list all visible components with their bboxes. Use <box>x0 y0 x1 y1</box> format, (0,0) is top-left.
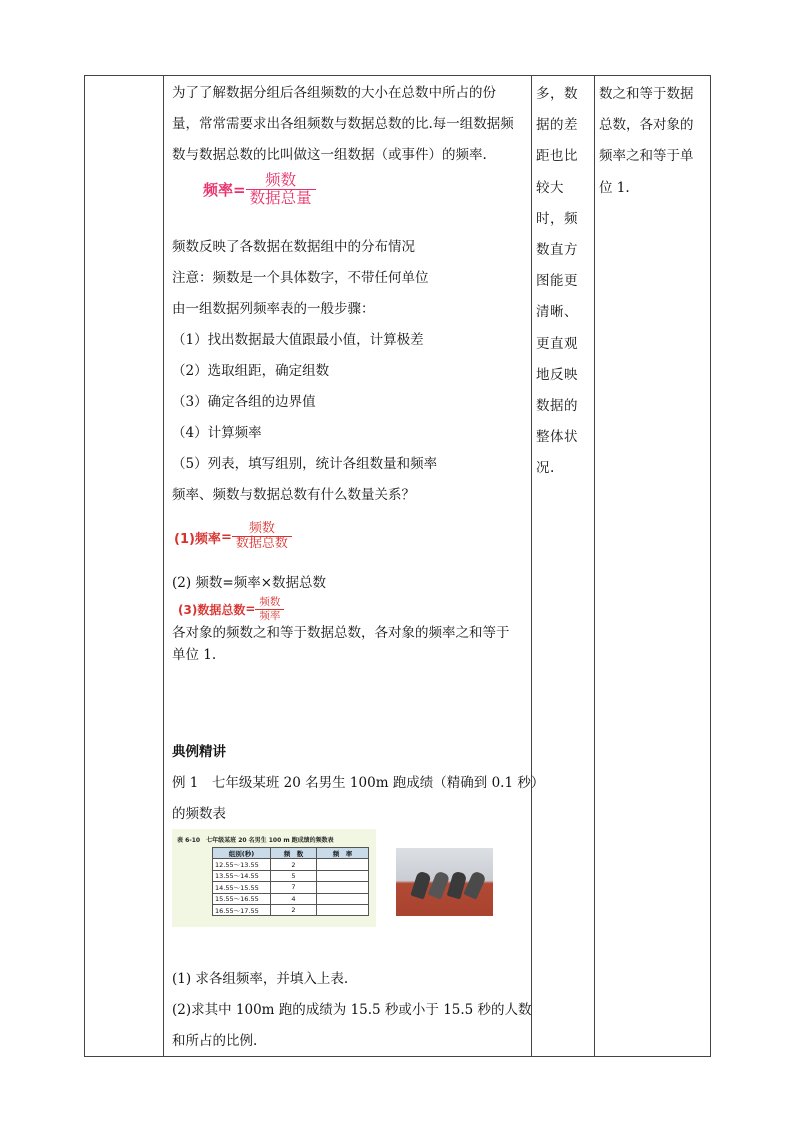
text-line: 数与数据总数的比叫做这一组数据（或事件）的频率. <box>172 147 487 163</box>
text-line: 据的差 <box>536 117 578 134</box>
table-row <box>213 893 369 904</box>
text-line: 单位 1. <box>172 647 217 663</box>
text-line: 的频数表 <box>172 806 226 822</box>
text-line: 各对象的频数之和等于数据总数，各对象的频率之和等于 <box>172 625 510 641</box>
text-line: 和所占的比例. <box>172 1033 258 1049</box>
text-line: 位 1. <box>599 179 630 196</box>
summary-text <box>599 79 709 204</box>
step-item: （4）计算频率 <box>172 425 262 441</box>
fraction-numerator: 频数 <box>259 596 281 608</box>
column-divider <box>531 76 532 1056</box>
cell-rate <box>317 870 369 881</box>
runner-figure <box>463 870 486 899</box>
cell-rate <box>317 893 369 904</box>
notes-column <box>536 79 592 485</box>
text-line: 较大 <box>536 179 564 196</box>
fraction-denominator: 频率 <box>259 609 281 622</box>
cell-count: 5 <box>271 870 317 881</box>
fraction-numerator: 频数 <box>248 521 275 536</box>
cell-group: 14.55～15.55 <box>213 882 271 893</box>
text-line: 频率之和等于单 <box>599 148 694 165</box>
cell-group: 16.55～17.55 <box>213 904 271 915</box>
figure-caption: 表 6-10 七年级某班 20 名男生 100 m 跑成绩的频数表 <box>177 837 334 844</box>
cell-count: 4 <box>271 893 317 904</box>
text-line: 频数反映了各数据在数据组中的分布情况 <box>172 239 415 255</box>
text-line: 况. <box>536 460 555 477</box>
task-2 <box>172 995 532 1057</box>
text-line: 数之和等于数据 <box>599 86 694 102</box>
method-section <box>172 232 437 511</box>
cell-group: 12.55～13.55 <box>213 859 271 870</box>
sum-paragraph <box>172 622 510 666</box>
column-divider <box>594 76 595 1056</box>
note-line: 注意：频数是一个具体数字，不带任何单位 <box>172 270 429 286</box>
cell-rate <box>317 882 369 893</box>
header-count: 频 数 <box>271 848 317 859</box>
steps-title: 由一组数据列频率表的一般步骤： <box>172 301 375 317</box>
formula-lhs: (1)频率 <box>174 531 221 547</box>
step-item: （1）找出数据最大值跟最小值，计算极差 <box>172 332 424 348</box>
text-line: 量，常常需要求出各组频数与数据总数的比.每一组数据频 <box>172 116 514 132</box>
cell-rate <box>317 859 369 870</box>
table-row <box>213 904 369 915</box>
fraction-denominator: 数据总数 <box>235 536 288 552</box>
table-row <box>213 870 369 881</box>
example-heading: 典例精讲 <box>172 744 226 760</box>
frequency-table-figure <box>172 829 376 927</box>
cell-count: 2 <box>271 859 317 870</box>
fraction-numerator: 频数 <box>265 171 297 189</box>
text-line: 为了了解数据分组后各组频数的大小在总数中所占的份 <box>172 85 496 101</box>
summary-column <box>599 79 709 204</box>
step-item: （2）选取组距，确定组数 <box>172 363 330 379</box>
cell-count: 2 <box>271 904 317 915</box>
text-line: 总数，各对象的 <box>599 117 694 134</box>
cell-count: 7 <box>271 882 317 893</box>
task-1: (1) 求各组频率，并填入上表. <box>172 971 349 987</box>
runner-figure <box>447 871 468 900</box>
fraction-denominator: 数据总量 <box>249 189 312 208</box>
example-paragraph <box>172 768 544 830</box>
text-line: 清晰、 <box>536 304 578 321</box>
text-line: 图能更 <box>536 273 578 290</box>
text-line: 距也比 <box>536 148 578 165</box>
header-group: 组别(秒) <box>213 848 271 859</box>
text-line: 地反映 <box>536 366 578 383</box>
text-line: (2)求其中 100m 跑的成绩为 15.5 秒或小于 15.5 秒的人数 <box>172 1002 532 1018</box>
formula-lhs: (3)数据总数 <box>178 602 246 617</box>
text-line: 数据的 <box>536 398 578 415</box>
total-formula: (3)数据总数 = $\frac{\text{频数}}{\text{频率}}$ <box>178 597 284 622</box>
step-item: （5）列表，填写组别，统计各组数量和频率 <box>172 456 438 472</box>
text-line: 更直观 <box>536 335 578 352</box>
count-formula: (2) 频数=频率×数据总数 <box>172 575 327 591</box>
frequency-table <box>212 847 369 916</box>
sprinters-photo <box>396 848 493 916</box>
fraction <box>255 597 284 622</box>
step-item: （3）确定各组的边界值 <box>172 394 316 410</box>
text-line: 多，数 <box>536 86 578 102</box>
notes-text <box>536 79 592 485</box>
cell-group: 15.55～16.55 <box>213 893 271 904</box>
text-line: 数直方 <box>536 242 578 259</box>
text-line: 时，频 <box>536 210 578 227</box>
cell-group: 13.55～14.55 <box>213 870 271 881</box>
table-row <box>213 859 369 870</box>
frequency-formula: 频率 = $\frac{\text{频数}}{\text{数据总量}}$ <box>203 172 316 208</box>
formula-lhs: 频率 <box>203 181 234 200</box>
header-rate: 频 率 <box>317 848 369 859</box>
frequency-formula-2: (1)频率 = $\frac{\text{频数}}{\text{数据总数}}$ <box>174 522 292 552</box>
intro-paragraph <box>172 78 514 171</box>
text-line: 整体状 <box>536 429 578 446</box>
column-divider <box>163 76 164 1056</box>
fraction <box>246 172 316 208</box>
fraction <box>232 522 292 552</box>
text-line: 例 1 七年级某班 20 名男生 100m 跑成绩（精确到 0.1 秒） <box>172 775 545 791</box>
question-line: 频率、频数与数据总数有什么数量关系？ <box>172 487 415 503</box>
table-row <box>213 882 369 893</box>
cell-rate <box>317 904 369 915</box>
